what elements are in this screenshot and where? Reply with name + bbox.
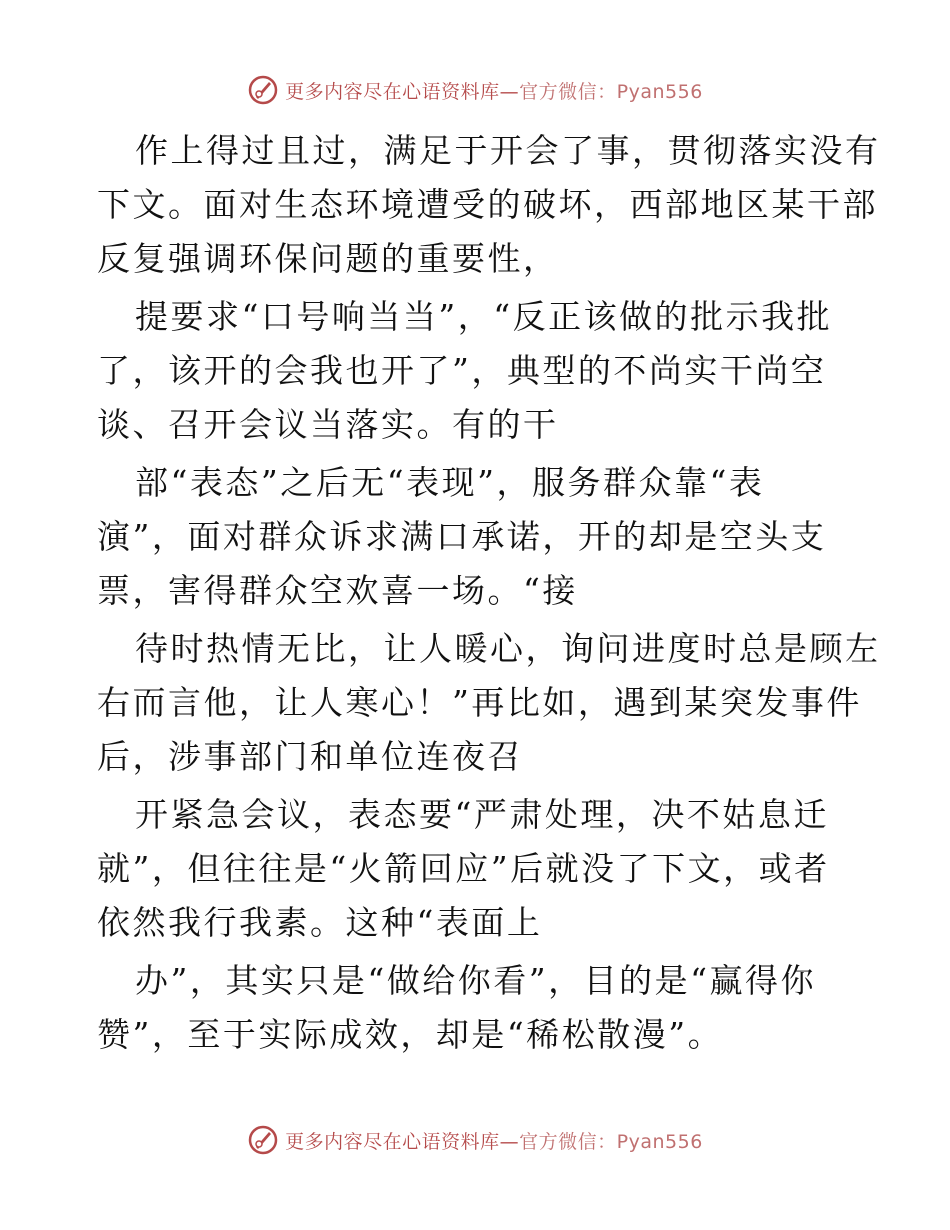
text-line: 提要求“口号响当当”，“反正该做的批示我批 — [135, 297, 833, 336]
text-line: 了，该开的会我也开了”，典型的不尚实干尚空 — [97, 351, 827, 390]
banner-dash: — — [499, 80, 520, 103]
header-watermark-banner — [0, 70, 950, 110]
text-line: 依然我行我素。这种“表面上 — [97, 903, 543, 942]
banner-dash: — — [499, 1130, 520, 1153]
quill-logo-icon — [247, 74, 279, 106]
text-line: 反复强调环保问题的重要性， — [97, 239, 559, 278]
text-line: 开紧急会议，表态要“严肃处理，决不姑息迁 — [135, 795, 829, 834]
text-line: 右而言他，让人寒心！”再比如，遇到某突发事件 — [97, 683, 862, 722]
banner-main-text: 更多内容尽在心语资料库 — [285, 80, 500, 103]
banner-text — [285, 1127, 703, 1154]
banner-wechat-text: 官方微信：Pyan556 — [519, 1130, 703, 1153]
footer-watermark-banner — [0, 1120, 950, 1160]
text-line: 演”，面对群众诉求满口承诺，开的却是空头支 — [97, 517, 827, 556]
text-line: 就”，但往往是“火箭回应”后就没了下文，或者 — [97, 849, 830, 888]
document-body — [97, 124, 881, 1062]
text-line: 赞”，至于实际成效，却是“稀松散漫”。 — [97, 1015, 724, 1054]
text-line: 后，涉事部门和单位连夜召 — [97, 737, 523, 776]
text-line: 谈、召开会议当落实。有的干 — [97, 405, 559, 444]
text-line: 作上得过且过，满足于开会了事，贯彻落实没有 — [135, 131, 881, 170]
text-line: 待时热情无比，让人暖心，询问进度时总是顾左 — [135, 629, 881, 668]
text-line: 票，害得群众空欢喜一场。“接 — [97, 571, 578, 610]
quill-logo-icon — [247, 1124, 279, 1156]
text-line: 下文。面对生态环境遭受的破坏，西部地区某干部 — [97, 185, 878, 224]
banner-text — [285, 77, 703, 104]
text-line: 部“表态”之后无“表现”，服务群众靠“表 — [135, 463, 765, 502]
banner-wechat-text: 官方微信：Pyan556 — [519, 80, 703, 103]
text-line: 办”，其实只是“做给你看”，目的是“赢得你 — [135, 961, 816, 1000]
banner-main-text: 更多内容尽在心语资料库 — [285, 1130, 500, 1153]
